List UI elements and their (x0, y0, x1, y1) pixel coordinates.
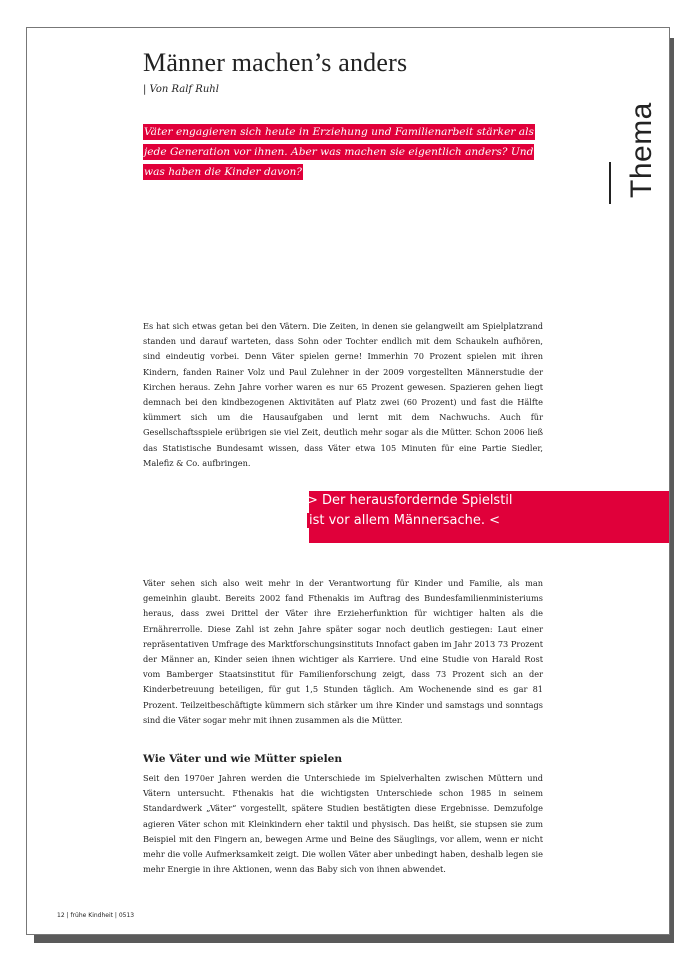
magazine-page (26, 27, 670, 935)
section-label-text: Thema (625, 102, 658, 198)
article-title: Männer machen’s anders (143, 48, 408, 77)
article-lead (143, 122, 553, 182)
section-label (607, 44, 658, 204)
lead-highlight-text: Väter engagieren sich heute in Erziehung und Familienarbeit stärker als jede Generation vor ihnen. Aber was machen sie eigentlich anders? Und was haben die Kinder davon? (144, 126, 534, 178)
page-footer: 12 | frühe Kindheit | 0513 (57, 912, 135, 919)
paragraph-2: Väter sehen sich also weit mehr in der Verantwortung für Kinder und Familie, als man gemeinhin glaubt. Bereits 2002 fand Fthenakis im Auftrag des Bundesfamilienministeriums heraus, dass zwei Drittel der Väter ihre Erzieherfunktion für wichtiger halten als die Ernährerrolle. Diese Zahl ist zehn Jahre später sogar noch deutlich gestiegen: Laut einer repräsentativen Umfrage des Marktforschungsinstituts Innofact gaben im Jahr 2013 73 Prozent der Männer an, Kinder seien ihnen wichtiger als Karriere. Und eine Studie von Harald Rost vom Bamberger Staatsinstitut für Familienforschung zeigt, dass 73 Prozent sich an der Kinderbetreuung beteiligen, für gut 1,5 Stunden täglich. Am Wochenende sind es gar 81 Prozent. Teilzeitbeschäftigte kümmern sich stärker um ihre Kinder und samstags und sonntags sind die Väter sogar mehr mit ihnen zusammen als die Mütter. (143, 578, 543, 725)
paragraph-3: Seit den 1970er Jahren werden die Unterschiede im Spielverhalten zwischen Müttern und Vätern untersucht. Fthenakis hat die wichtigsten Unterschiede schon 1985 in seinem Standardwerk „Väter“ vorgestellt, spätere Studien bestätigten diese Ergebnisse. Demzufolge agieren Väter schon mit Kleinkindern eher taktil und physisch. Das heißt, sie stupsen sie zum Beispiel mit den Fingern an, bewegen Arme und Beine des Säuglings, vor allem, wenn er nicht mehr die volle Aufmerksamkeit zeigt. Die wollen Väter aber unbedingt haben, deshalb legen sie mehr Energie in ihre Aktionen, wenn das Baby sich von ihnen abwendet. (143, 773, 543, 875)
pullquote-line-1: > Der herausfordernde Spielstil (307, 493, 513, 508)
article-author: | Von Ralf Ruhl (143, 84, 219, 95)
subheading: Wie Väter und wie Mütter spielen (143, 753, 343, 765)
pullquote-line-2 (307, 511, 513, 531)
pullquote-line-2-text: ist vor allem Männersache. < (309, 513, 501, 528)
section-label-bar (609, 162, 611, 204)
pullquote (307, 491, 513, 531)
paragraph-1: Es hat sich etwas getan bei den Vätern. Die Zeiten, in denen sie gelangweilt am Spielplatzrand standen und darauf warteten, dass Sohn oder Tochter endlich mit dem Schaukeln aufhören, sind eindeutig vorbei. Denn Väter spielen gerne! Immerhin 70 Prozent spielen mit ihren Kindern, fanden Rainer Volz und Paul Zulehner in der 2009 vorgestellten Männerstudie der Kirchen heraus. Zehn Jahre vorher waren es nur 65 Prozent gewesen. Spazieren gehen liegt demnach bei den kindbezogenen Aktivitäten auf Platz zwei (60 Prozent) und fast die Hälfte kümmert sich um die Hausaufgaben und lernt mit dem Nachwuchs. Auch für Gesellschaftsspiele erübrigen sie viel Zeit, deutlich mehr sogar als die Mütter. Schon 2006 ließ das Statistische Bundesamt wissen, dass Väter etwa 105 Minuten für eine Partie Siedler, Malefiz & Co. aufbringen. (143, 321, 543, 468)
